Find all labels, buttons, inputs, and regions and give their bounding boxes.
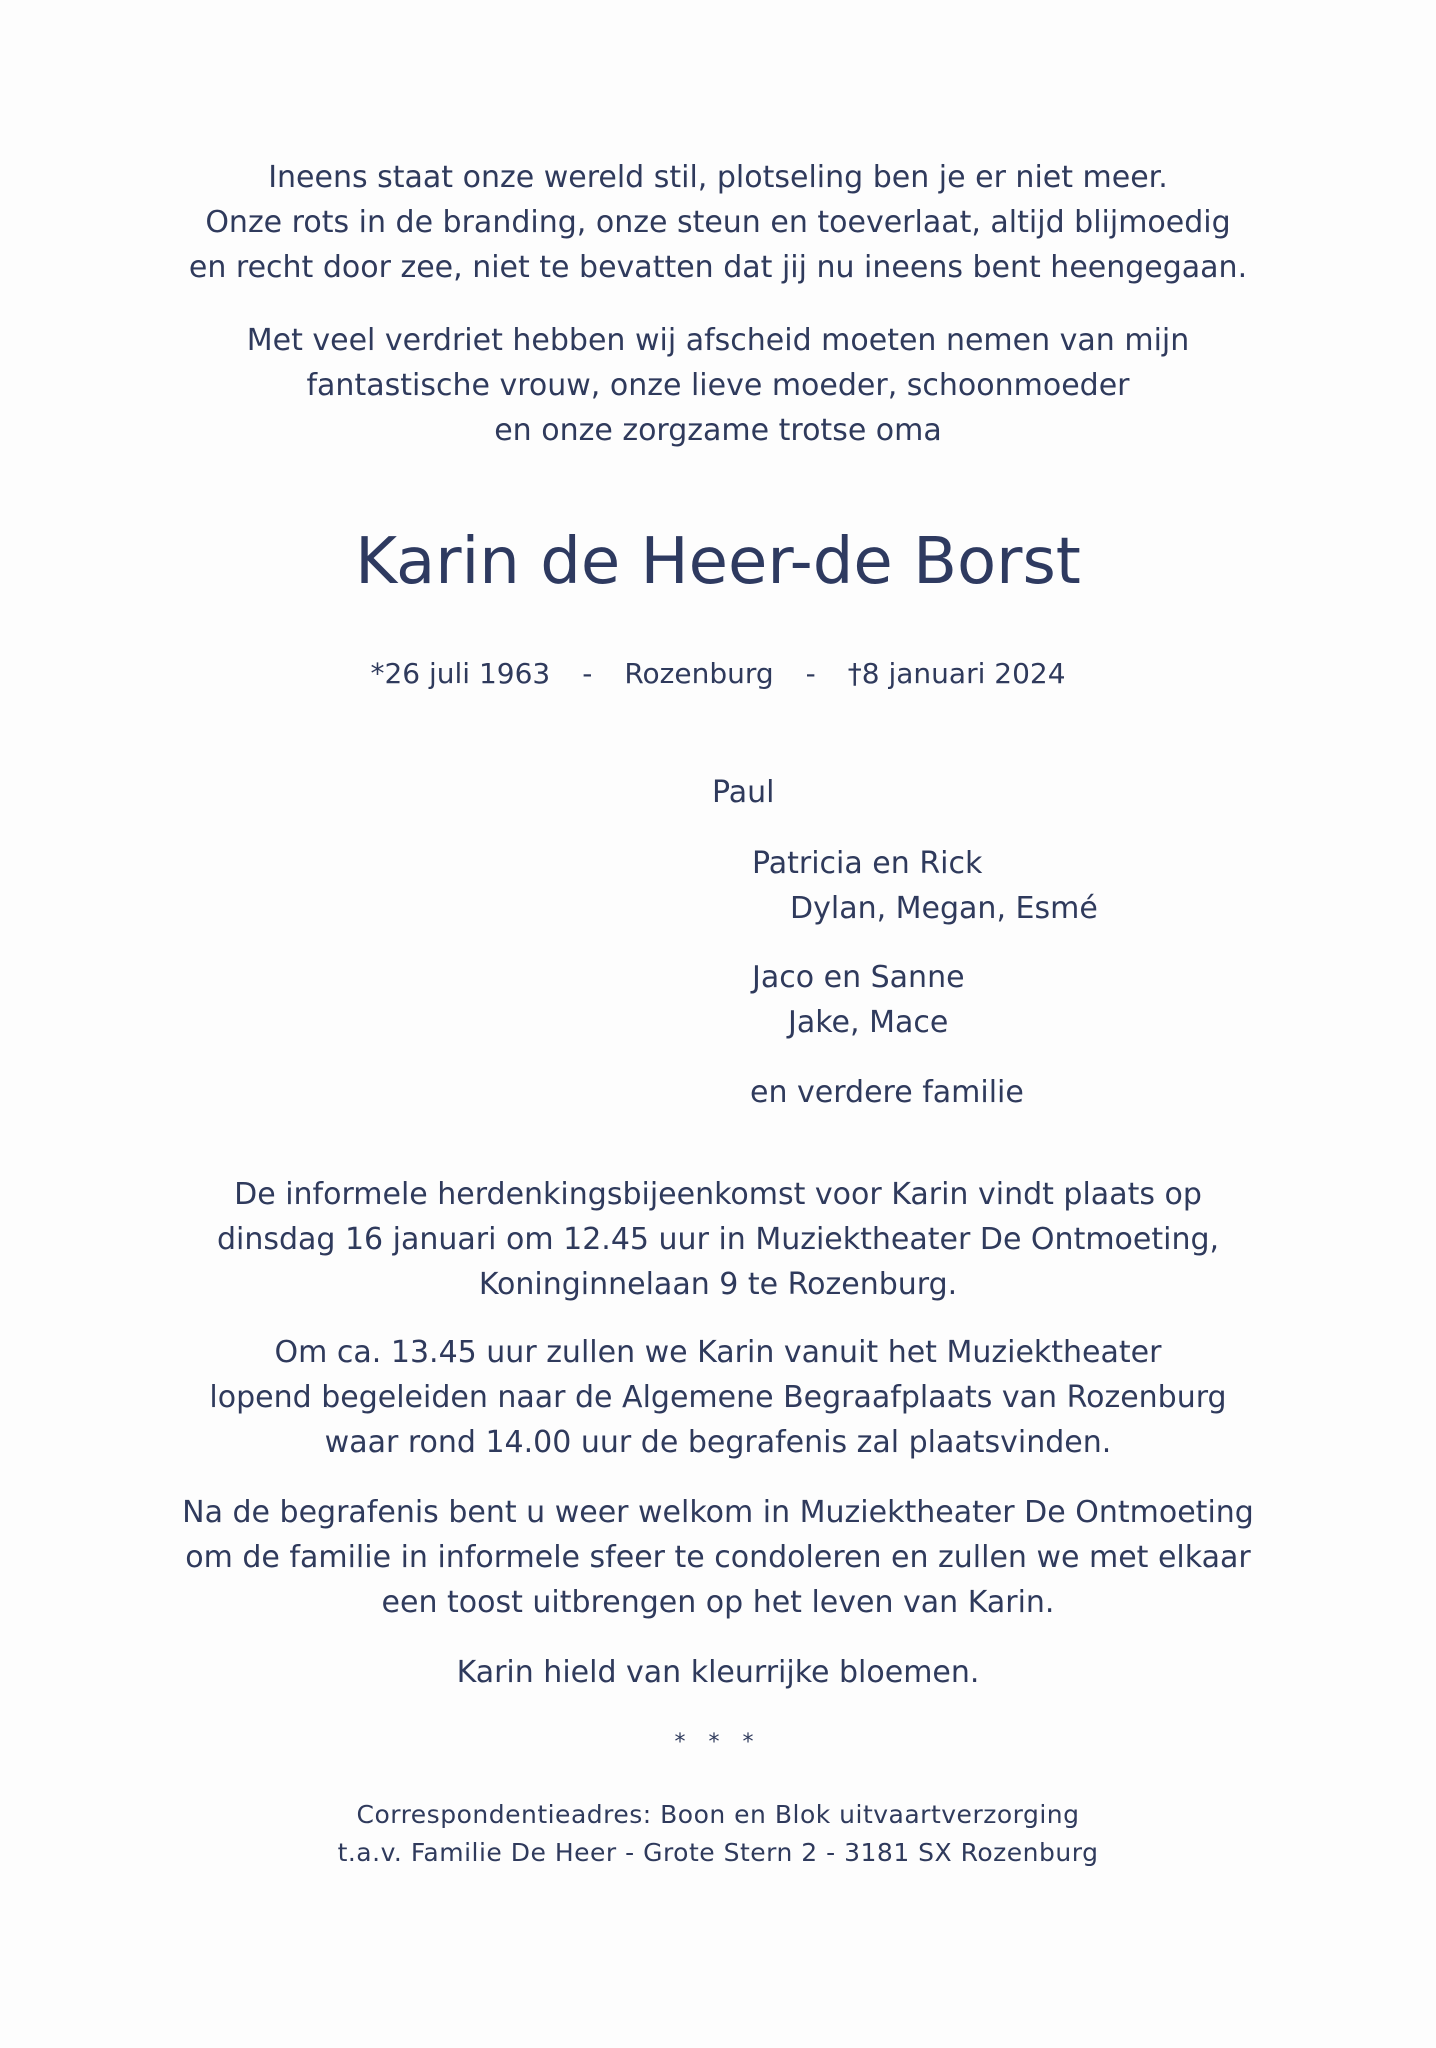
family-others: en verdere familie xyxy=(750,1075,1024,1110)
date-separator: - xyxy=(805,657,816,690)
farewell-line: fantastische vrouw, onze lieve moeder, schoonmoeder xyxy=(306,368,1130,403)
place: Rozenburg xyxy=(624,657,774,690)
address-line-2: t.a.v. Familie De Heer - Grote Stern 2 - 3181 SX Rozenburg xyxy=(337,1838,1099,1867)
gathering-line: De informele herdenkingsbijeenkomst voor Karin vindt plaats op xyxy=(234,1177,1202,1212)
flowers-note: Karin hield van kleurrijke bloemen. xyxy=(456,1655,980,1690)
gathering-paragraph xyxy=(0,1172,1436,1307)
address-line-1: Correspondentieadres: Boon en Blok uitvaartverzorging xyxy=(356,1800,1080,1829)
gathering-line: Koninginnelaan 9 te Rozenburg. xyxy=(478,1267,958,1302)
life-dates xyxy=(0,652,1436,696)
family-grandchildren-2: Jake, Mace xyxy=(788,1005,949,1040)
procession-line: Om ca. 13.45 uur zullen we Karin vanuit het Muziektheater xyxy=(274,1335,1162,1370)
procession-line: lopend begeleiden naar de Algemene Begraafplaats van Rozenburg xyxy=(209,1380,1227,1415)
farewell-line: en onze zorgzame trotse oma xyxy=(494,413,942,448)
reception-line: om de familie in informele sfeer te condoleren en zullen we met elkaar xyxy=(185,1540,1251,1575)
procession-paragraph xyxy=(0,1330,1436,1465)
reception-line: Na de begrafenis bent u weer welkom in Muziektheater De Ontmoeting xyxy=(182,1495,1254,1530)
death-date: †8 januari 2024 xyxy=(847,657,1066,690)
reception-line: een toost uitbrengen op het leven van Karin. xyxy=(381,1585,1055,1620)
intro-line: en recht door zee, niet te bevatten dat jij nu ineens bent heengegaan. xyxy=(188,250,1248,285)
intro-line: Ineens staat onze wereld stil, plotseling ben je er niet meer. xyxy=(268,160,1168,195)
family-grandchildren-1: Dylan, Megan, Esmé xyxy=(790,891,1098,926)
date-separator: - xyxy=(582,657,593,690)
family-child-1: Patricia en Rick xyxy=(752,846,983,881)
deceased-name: Karin de Heer-de Borst xyxy=(355,525,1081,599)
procession-line: waar rond 14.00 uur de begrafenis zal plaatsvinden. xyxy=(324,1425,1112,1460)
reception-paragraph xyxy=(0,1490,1436,1625)
intro-paragraph xyxy=(0,155,1436,290)
birth-date: *26 juli 1963 xyxy=(370,657,551,690)
farewell-paragraph xyxy=(0,318,1436,453)
farewell-line: Met veel verdriet hebben wij afscheid moeten nemen van mijn xyxy=(246,323,1190,358)
gathering-line: dinsdag 16 januari om 12.45 uur in Muziektheater De Ontmoeting, xyxy=(216,1222,1220,1257)
divider-stars: * * * xyxy=(674,1730,762,1755)
family-partner: Paul xyxy=(712,775,775,810)
family-child-2: Jaco en Sanne xyxy=(752,960,965,995)
intro-line: Onze rots in de branding, onze steun en toeverlaat, altijd blijmoedig xyxy=(205,205,1231,240)
correspondence-address xyxy=(0,1796,1436,1872)
